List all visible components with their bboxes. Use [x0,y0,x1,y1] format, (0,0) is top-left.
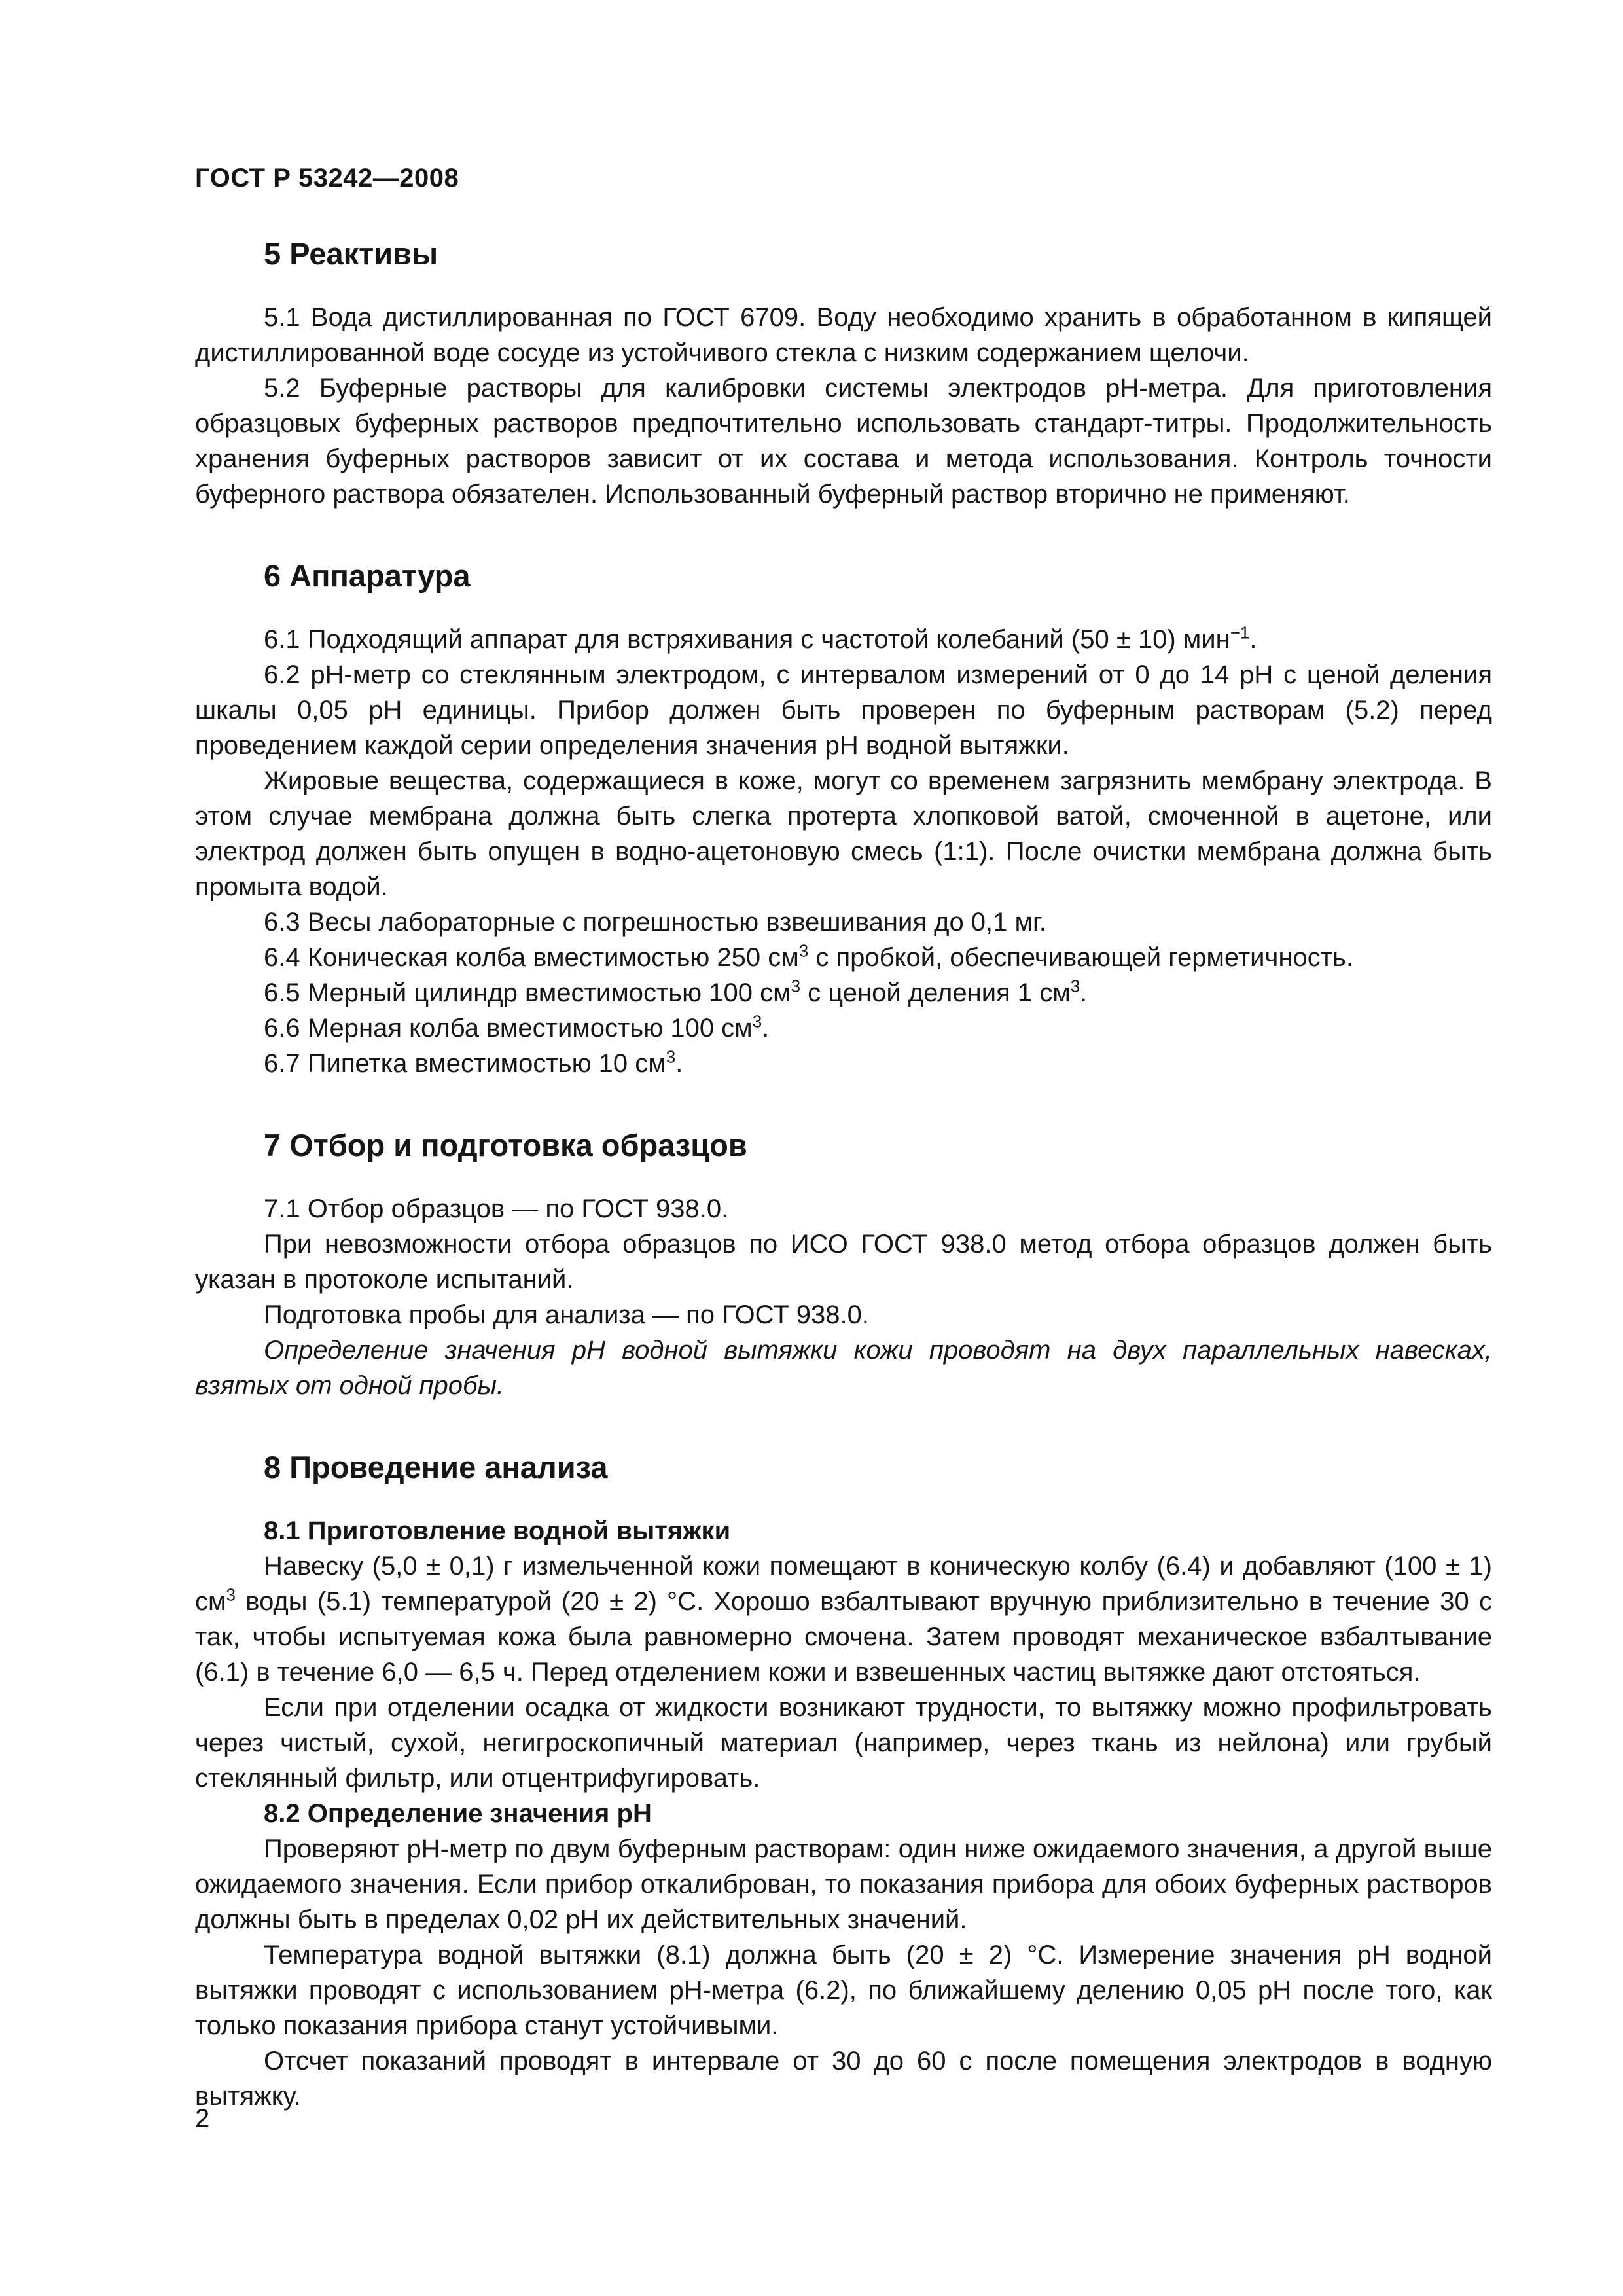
paragraph-8-1-b: Если при отделении осадка от жидкости возникают трудности, то вытяжку можно профильтровать через чистый, сухой, негигроскопичный материал (например, через ткань из нейлона) или грубый стеклянный фильтр, или отцентрифугировать. [195,1693,1492,1793]
page-content [195,223,1492,2114]
paragraph-5-1: 5.1 Вода дистиллированная по ГОСТ 6709. Воду необходимо хранить в обработанном в кипящей дистиллированной воде сосуде из устойчивого стекла с низким содержанием щелочи. [195,303,1492,367]
paragraph-6-1: 6.1 Подходящий аппарат для встряхивания с частотой колебаний (50 ± 10) мин$^{-1}$. [264,622,1257,654]
paragraph-7-2: При невозможности отбора образцов по ИСО ГОСТ 938.0 метод отбора образцов должен быть указан в протоколе испытаний. [195,1230,1492,1294]
paragraph-6-2: 6.2 pH-метр со стеклянным электродом, с интервалом измерений от 0 до 14 pH с ценой деления шкалы 0,05 pH единицы. Прибор должен быть проверен по буферным растворам (5.2) перед проведением каждой серии определения значения pH водной вытяжки. [195,660,1492,760]
paragraph-6-7: 6.7 Пипетка вместимостью 10 $см^3$. [264,1047,683,1078]
section-8-title: 8 Проведение анализа [264,1450,608,1484]
paragraph-7-3: Подготовка пробы для анализа — по ГОСТ 938.0. [264,1300,869,1329]
paragraph-8-1-a: Навеску (5,0 ± 0,1) г измельченной кожи помещают в коническую колбу (6.4) и добавляют (100 ± 1) $см^3$ воды (5.1) температурой (20 ± 2) °С. Хорошо взбалтывают вручную приблизительно в течение 30 с так, чтобы испытуемая кожа была равномерно смочена. Затем проводят механическое взбалтывание (6.1) в течение 6,0 — 6,5 ч. Перед отделением кожи и взвешенных частиц вытяжке дают отстояться. [195,1552,1492,1687]
document-id: ГОСТ Р 53242—2008 [195,164,459,192]
paragraph-5-2: 5.2 Буферные растворы для калибровки системы электродов pH-метра. Для приготовления образцовых буферных растворов предпочтительно использовать стандарт-титры. Продолжительность хранения буферных растворов зависит от их состава и метода использования. Контроль точности буферного раствора обязателен. Использованный буферный раствор вторично не применяют. [195,374,1492,509]
paragraph-6-6: 6.6 Мерная колба вместимостью 100 $см^3$. [264,1011,770,1043]
paragraph-6-2-note: Жировые вещества, содержащиеся в коже, могут со временем загрязнить мембрану электрода. В этом случае мембрана должна быть слегка протерта хлопковой ватой, смоченной в ацетоне, или электрод должен быть опущен в водно-ацетоновую смесь (1:1). После очистки мембрана должна быть промыта водой. [195,766,1492,901]
paragraph-6-4: 6.4 Коническая колба вместимостью 250 $см^3$ с пробкой, обеспечивающей герметичность. [264,941,1353,972]
paragraph-6-3: 6.3 Весы лабораторные с погрешностью взвешивания до 0,1 мг. [264,908,1046,937]
paragraph-7-1: 7.1 Отбор образцов — по ГОСТ 938.0. [264,1194,729,1223]
paragraph-8-2-c: Отсчет показаний проводят в интервале от 30 до 60 с после помещения электродов в водную вытяжку. [195,2047,1492,2111]
subsection-8-1-title: 8.1 Приготовление водной вытяжки [264,1516,731,1545]
paragraph-8-2-b: Температура водной вытяжки (8.1) должна быть (20 ± 2) °С. Измерение значения pH водной вытяжки проводят с использованием pH-метра (6.2), по ближайшему делению 0,05 pH после того, как только показания прибора станут устойчивыми. [195,1941,1492,2040]
paragraph-8-2-a: Проверяют pH-метр по двум буферным растворам: один ниже ожидаемого значения, а другой выше ожидаемого значения. Если прибор откалиброван, то показания прибора для обоих буферных растворов должны быть в пределах 0,02 pH их действительных значений. [195,1835,1492,1934]
section-5-title: 5 Реактивы [264,236,438,271]
paragraph-7-4: Определение значения pH водной вытяжки кожи проводят на двух параллельных навесках, взятых от одной пробы. [195,1336,1492,1400]
subsection-8-2-title: 8.2 Определение значения pH [264,1799,652,1828]
page-number: 2 [195,2104,210,2133]
paragraph-6-5: 6.5 Мерный цилиндр вместимостью 100 $см^3$ с ценой деления 1 $см^3$. [264,976,1088,1007]
section-6-title: 6 Аппаратура [264,558,471,593]
section-7-title: 7 Отбор и подготовка образцов [264,1128,747,1162]
